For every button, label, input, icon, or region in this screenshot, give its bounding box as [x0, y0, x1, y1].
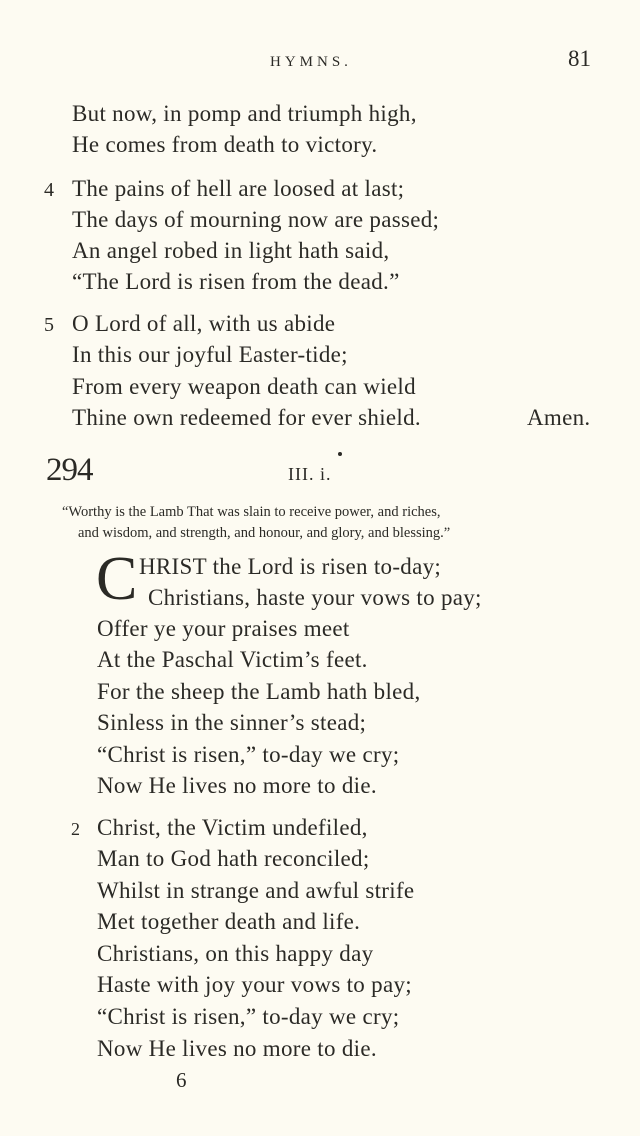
epigraph-line: “Worthy is the Lamb That was slain to receive power, and riches,: [62, 504, 441, 520]
verse-line: “The Lord is risen from the dead.”: [72, 269, 400, 294]
verse-line: Whilst in strange and awful strife: [97, 878, 415, 903]
verse-line: The days of mourning now are passed;: [72, 207, 440, 232]
verse-line: Sinless in the sinner’s stead;: [97, 710, 367, 735]
verse-line: From every weapon death can wield: [72, 374, 416, 399]
verse-number: 5: [44, 314, 54, 336]
verse-line: Met together death and life.: [97, 909, 361, 934]
amen: Amen.: [527, 405, 591, 430]
verse-line: Haste with joy your vows to pay;: [97, 972, 412, 997]
verse-line: Christ, the Victim undefiled,: [97, 815, 368, 840]
verse-line: An angel robed in light hath said,: [72, 238, 390, 263]
verse-line: The pains of hell are loosed at last;: [72, 176, 405, 201]
verse-line: Christians, on this happy day: [97, 941, 374, 966]
hymn-meter: III. i.: [288, 464, 332, 484]
verse-line: But now, in pomp and triumph high,: [72, 101, 417, 126]
verse-line: For the sheep the Lamb hath bled,: [97, 679, 421, 704]
verse-line: In this our joyful Easter-tide;: [72, 342, 348, 367]
verse-line: HRIST the Lord is risen to-day;: [139, 554, 442, 579]
ornament-dot: [338, 452, 342, 456]
verse-line: At the Paschal Victim’s feet.: [97, 647, 368, 672]
verse-line: “Christ is risen,” to-day we cry;: [97, 1004, 400, 1029]
verse-number: 4: [44, 179, 54, 201]
verse-line: He comes from death to victory.: [72, 132, 378, 157]
verse-number: 2: [71, 819, 80, 839]
verse-line: Offer ye your praises meet: [97, 616, 350, 641]
verse-line: O Lord of all, with us abide: [72, 311, 336, 336]
verse-line: “Christ is risen,” to-day we cry;: [97, 742, 400, 767]
verse-line: Christians, haste your vows to pay;: [148, 585, 482, 610]
hymn-number: 294: [46, 452, 93, 488]
signature-mark: 6: [176, 1068, 187, 1092]
verse-line: Now He lives no more to die.: [97, 773, 377, 798]
verse-line: Man to God hath reconciled;: [97, 846, 370, 871]
drop-cap: C: [96, 545, 138, 613]
verse-line: Now He lives no more to die.: [97, 1036, 377, 1061]
epigraph-line: and wisdom, and strength, and honour, and glory, and blessing.”: [78, 525, 451, 541]
page-number: 81: [568, 46, 591, 71]
running-header: HYMNS.: [270, 54, 352, 70]
verse-line: Thine own redeemed for ever shield.: [72, 405, 421, 430]
